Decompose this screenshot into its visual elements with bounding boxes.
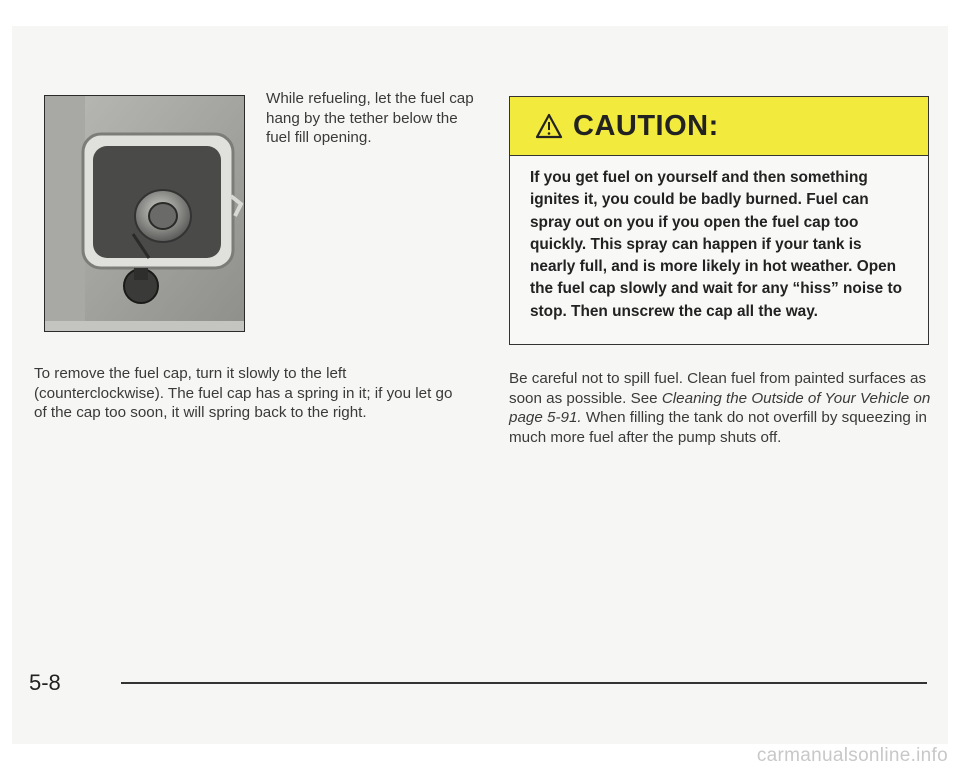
fuel-spill-paragraph xyxy=(509,369,934,447)
caution-box xyxy=(509,96,929,345)
right-paragraph-after: When filling the tank do not overfill by squeezing in much more fuel after the pump shuts off. xyxy=(509,409,927,446)
caption-text: While refueling, let the fuel cap hang by the tether below the fuel fill opening. xyxy=(266,90,474,146)
caution-body: If you get fuel on yourself and then something ignites it, you could be badly burned. Fuel can spray out on you if you open the fuel cap too quickly. This spray can happen if your tank is nearly full, and is more likely in hot weather. Open the fuel cap slowly and wait for any “hiss” noise to stop. Then unscrew the cap all the way. xyxy=(530,169,903,320)
footer-rule xyxy=(121,682,927,684)
right-paragraph-text xyxy=(509,369,934,447)
caution-title: CAUTION: xyxy=(573,109,719,142)
fuel-cap-removal-paragraph xyxy=(34,364,459,423)
fuel-door-photo xyxy=(44,95,245,332)
warning-triangle-icon xyxy=(535,113,563,139)
left-paragraph-text: To remove the fuel cap, turn it slowly to the left (counterclockwise). The fuel cap has a spring in it; if you let go of the cap too soon, it will spring back to the right. xyxy=(34,365,453,421)
page-number: 5-8 xyxy=(29,670,61,695)
cross-reference-link[interactable]: Cleaning the Outside of Your Vehicle on page 5-91. xyxy=(509,389,931,426)
right-paragraph-before: Be careful not to spill fuel. Clean fuel from painted surfaces as soon as possible. See xyxy=(509,370,927,407)
photo-caption xyxy=(266,89,481,148)
caution-header xyxy=(510,97,928,156)
watermark: carmanualsonline.info xyxy=(756,745,948,766)
